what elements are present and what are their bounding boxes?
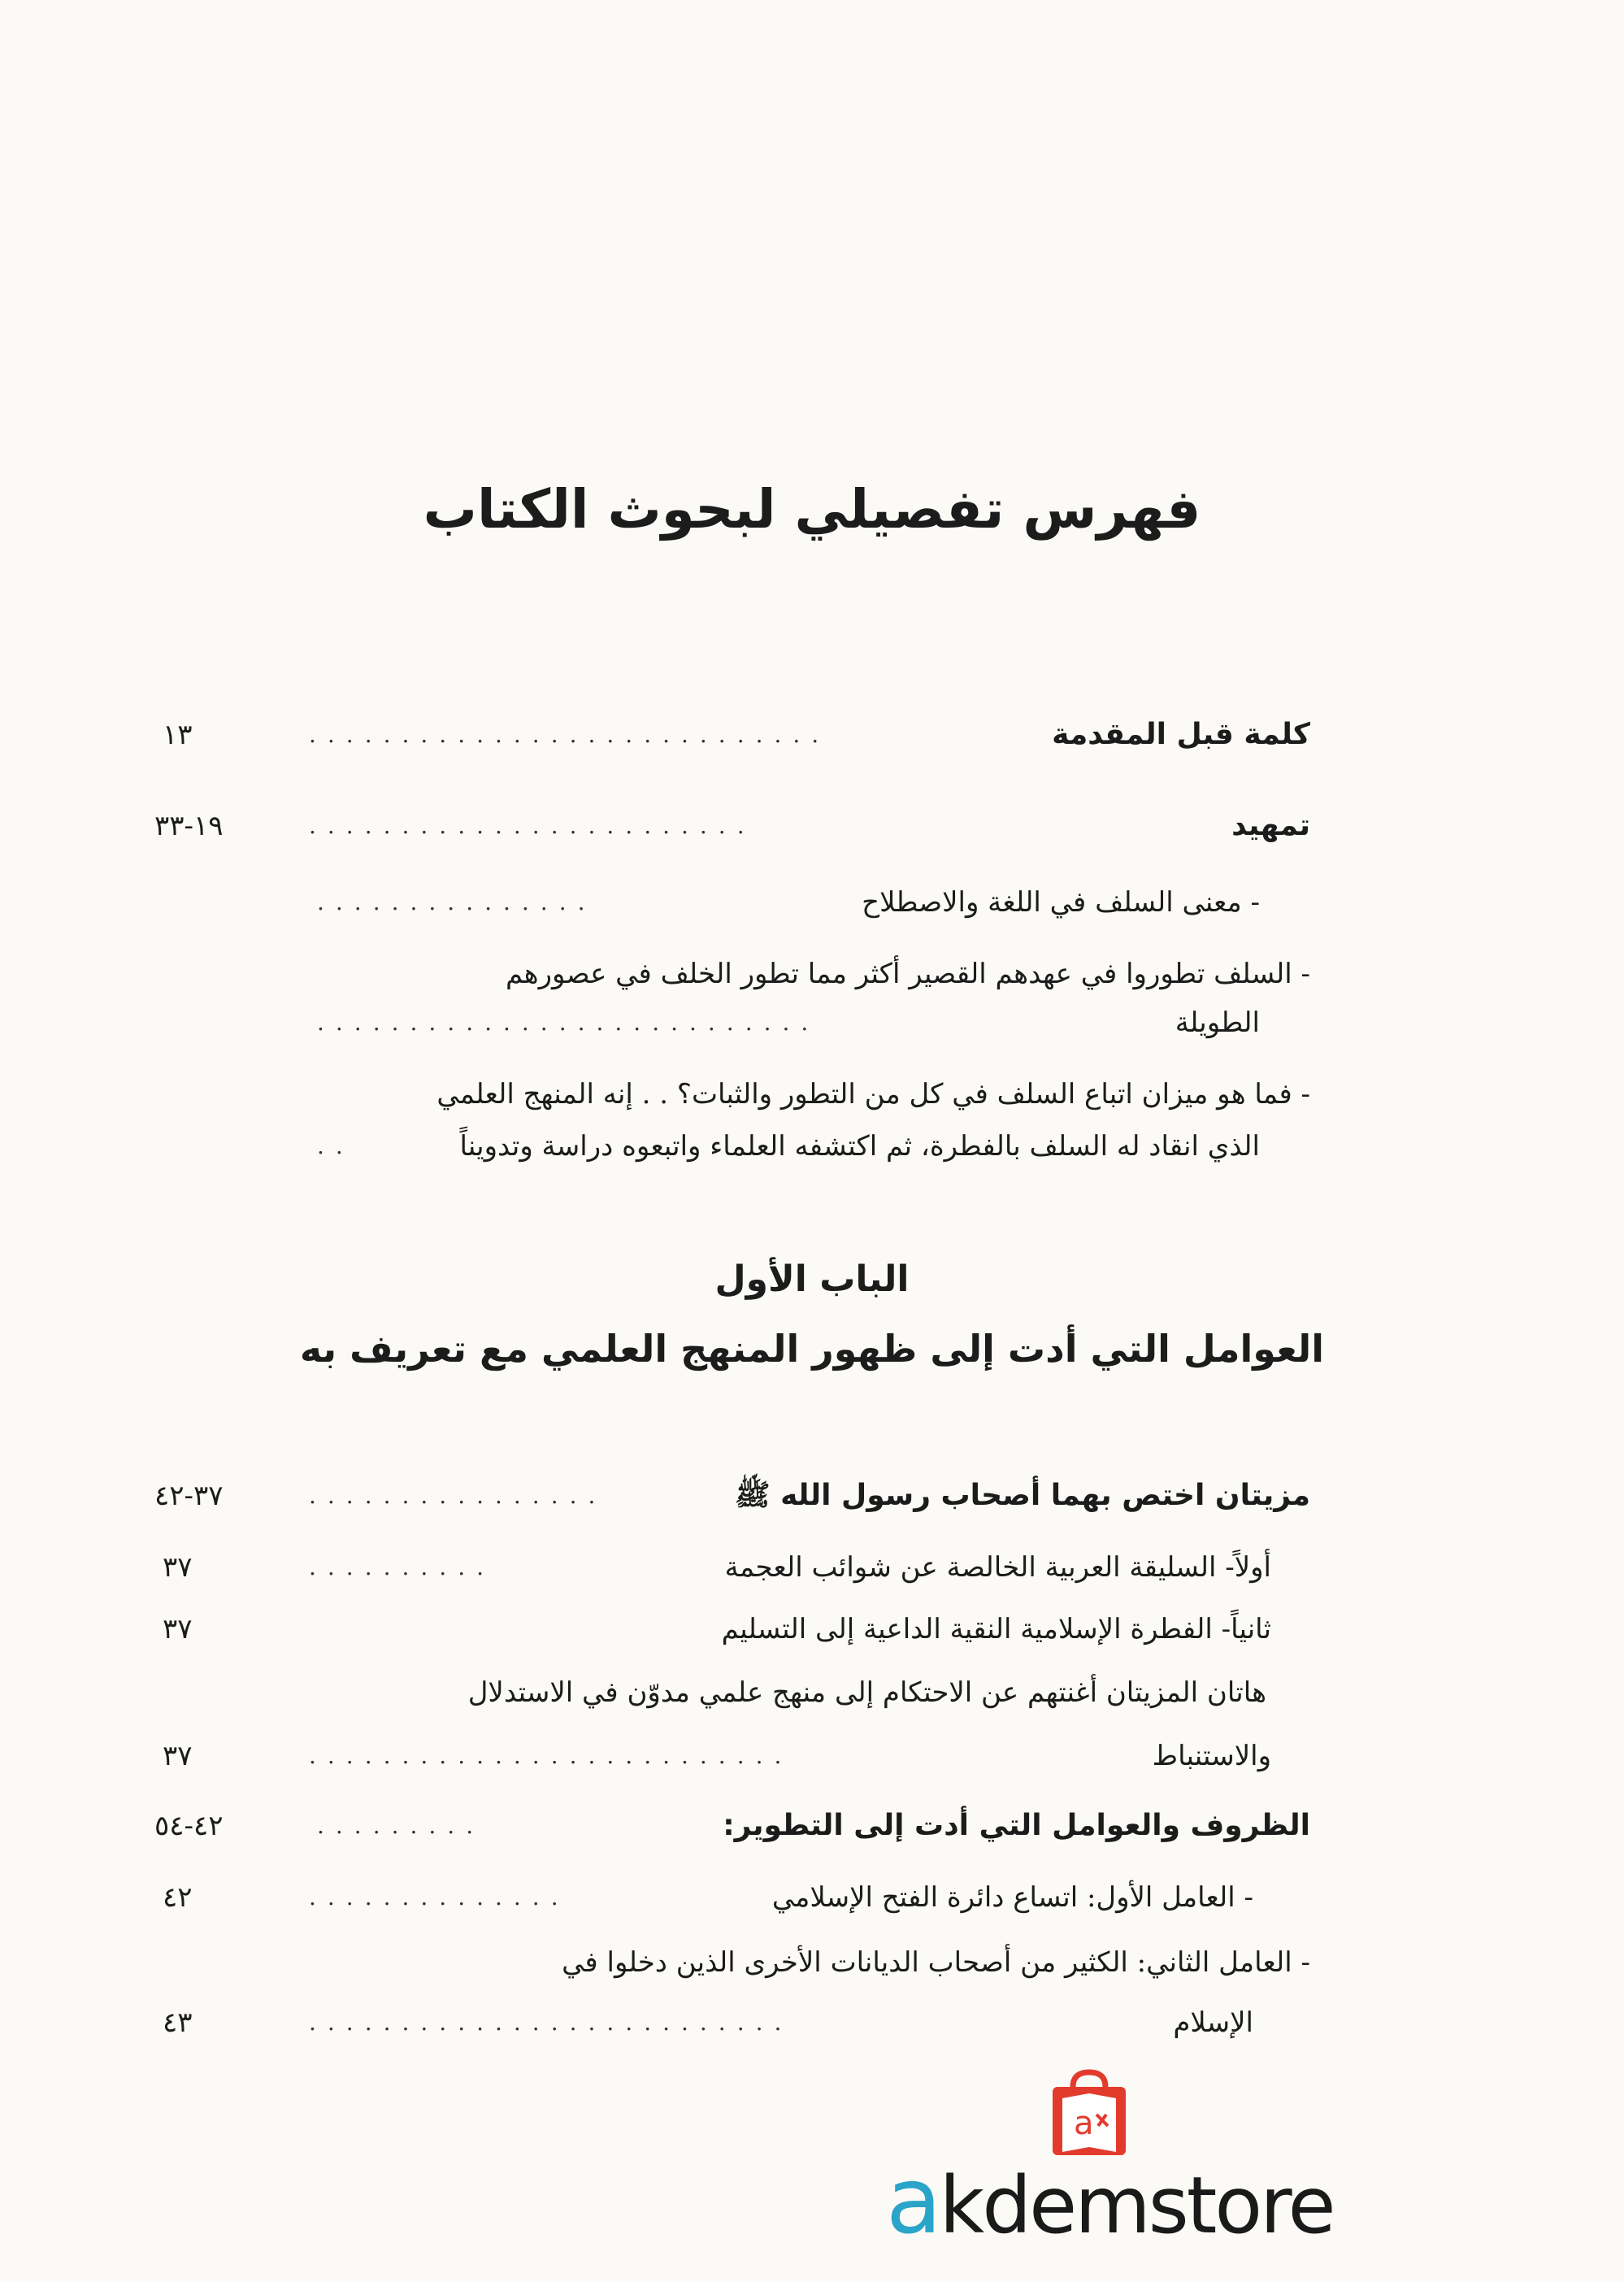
toc-subentry <box>146 1998 1310 2047</box>
toc-entry-page: ١٣ <box>163 719 193 751</box>
leader-dots: ............................ <box>309 721 831 748</box>
toc-subentry-line: - فما هو ميزان اتباع السلف في كل من التطور والثبات؟ . . إنه المنهج العلمي <box>436 1078 1310 1111</box>
leader-dots: ........................... <box>317 1009 820 1036</box>
leader-dots: .. <box>317 1132 354 1159</box>
svg-text:a: a <box>1074 2105 1094 2142</box>
shopping-bag-icon <box>1044 2069 1134 2158</box>
store-logo-text <box>886 2149 1341 2254</box>
leader-dots: .............. <box>309 1884 570 1910</box>
toc-subentry <box>309 1122 1260 1171</box>
part-subheading: العوامل التي أدت إلى ظهور المنهج العلمي مع تعريف به <box>299 1327 1325 1371</box>
toc-subentry-label: الإسلام <box>1173 2006 1253 2039</box>
toc-entry-page: ١٩-٣٣ <box>154 810 224 842</box>
toc-subentry <box>309 878 1260 927</box>
toc-subentry <box>146 1543 1310 1592</box>
toc-subentry-line: - السلف تطوروا في عهدهم القصير أكثر مما تطور الخلف في عصورهم <box>506 958 1310 990</box>
leader-dots: ......... <box>317 1812 485 1839</box>
leader-dots: .......... <box>309 1554 496 1580</box>
toc-entry-label: كلمة قبل المقدمة <box>1052 718 1310 751</box>
toc-entry-page: ٣٧-٤٢ <box>154 1480 224 1512</box>
store-logo <box>886 2069 1341 2256</box>
leader-dots: ................ <box>309 1482 607 1509</box>
toc-entry-intro <box>146 802 1310 850</box>
leader-dots: .......................... <box>309 1742 793 1769</box>
toc-entry <box>146 1471 1310 1520</box>
toc-entry-page: ٤٢-٥٤ <box>154 1810 224 1842</box>
toc-subentry-label: الطويلة <box>1175 1006 1260 1039</box>
leader-dots: ............... <box>317 889 597 915</box>
toc-subentry <box>309 998 1260 1047</box>
page-title: فهرس تفصيلي لبحوث الكتاب <box>423 478 1201 541</box>
toc-entry-label: مزيتان اختص بهما أصحاب رسول الله ﷺ <box>735 1479 1310 1512</box>
toc-subentry-label: والاستنباط <box>1152 1740 1271 1772</box>
toc-entry-preface <box>146 711 1310 759</box>
toc-entry-page: ٣٧ <box>163 1551 193 1584</box>
toc-entry-page: ٣٧ <box>163 1740 193 1772</box>
toc-subentry-label: أولاً- السليقة العربية الخالصة عن شوائب العجمة <box>724 1551 1271 1584</box>
toc-subentry-label: - معنى السلف في اللغة والاصطلاح <box>862 886 1260 919</box>
toc-entry-page: ٤٣ <box>163 2006 193 2039</box>
leader-dots: ........................ <box>309 812 756 839</box>
toc-subentry <box>146 1732 1310 1780</box>
toc-subentry <box>146 1605 1310 1654</box>
toc-entry-label: الظروف والعوامل التي أدت إلى التطوير: <box>723 1809 1310 1842</box>
toc-subentry-label: الذي انقاد له السلف بالفطرة، ثم اكتشفه العلماء واتبعوه دراسة وتدويناً <box>459 1130 1260 1163</box>
toc-subentry-label: ثانياً- الفطرة الإسلامية النقية الداعية إلى التسليم <box>721 1613 1271 1645</box>
toc-subentry-line: هاتان المزيتان أغنتهم عن الاحتكام إلى منهج علمي مدوّن في الاستدلال <box>467 1676 1266 1709</box>
store-logo-name: kdemstore <box>939 2160 1334 2251</box>
part-heading: الباب الأول <box>714 1258 910 1300</box>
toc-subentry-line: - العامل الثاني: الكثير من أصحاب الديانات الأخرى الذين دخلوا في <box>562 1946 1310 1979</box>
toc-subentry-label: - العامل الأول: اتساع دائرة الفتح الإسلامي <box>771 1881 1253 1914</box>
toc-entry-page: ٣٧ <box>163 1613 193 1645</box>
toc-subentry <box>146 1873 1310 1922</box>
leader-dots: .......................... <box>309 2009 793 2036</box>
toc-entry <box>146 1802 1310 1850</box>
store-logo-accent: a <box>886 2149 940 2254</box>
toc-entry-label: تمهيد <box>1231 809 1310 842</box>
toc-entry-page: ٤٢ <box>163 1881 193 1914</box>
